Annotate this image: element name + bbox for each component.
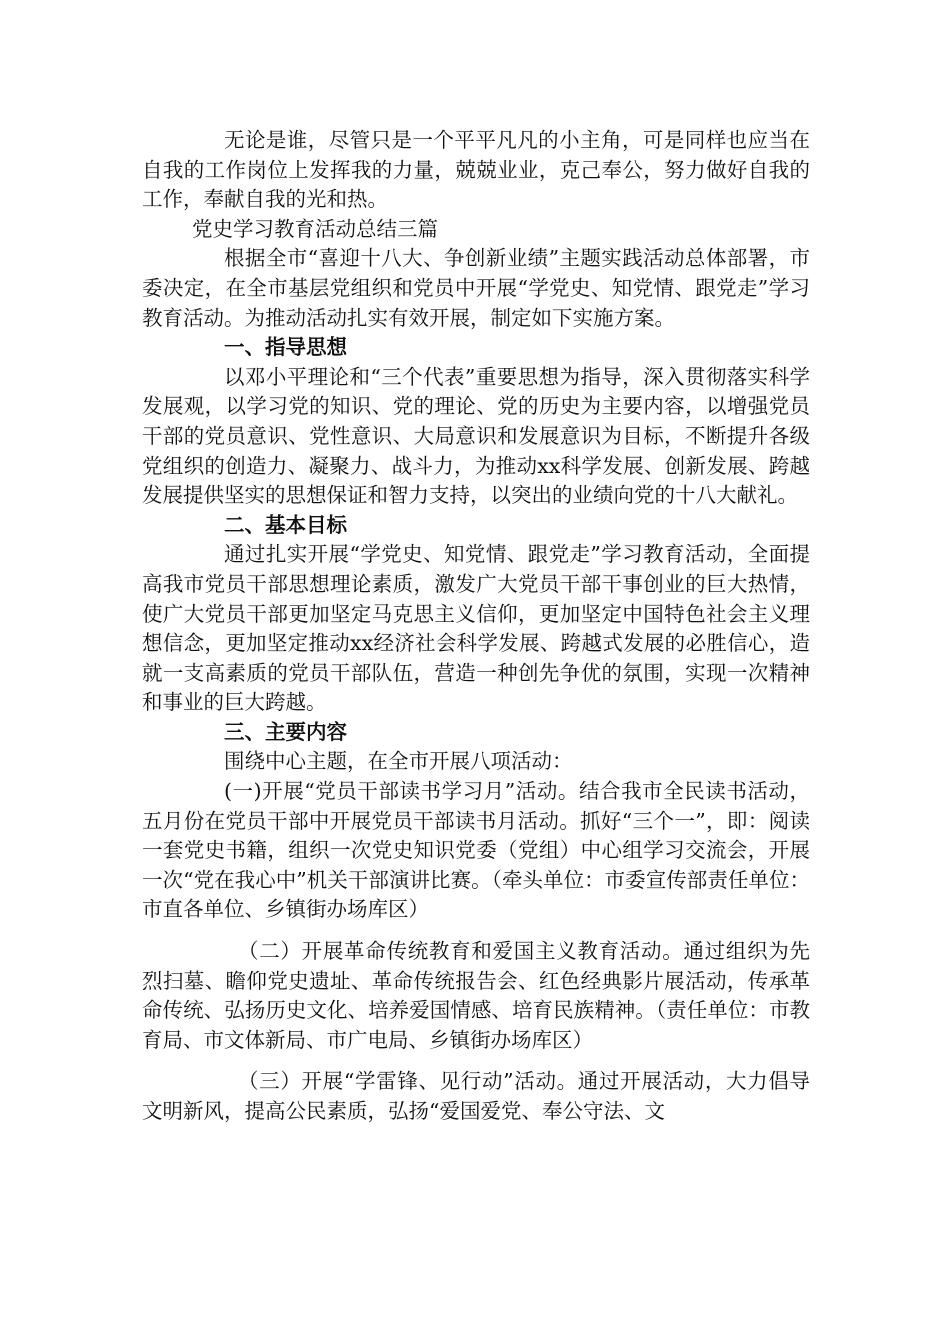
section-heading-main-content: 三、主要内容 (224, 719, 347, 744)
background-paragraph: 根据全市“喜迎十八大、争创新业绩”主题实践活动总体部署，市委决定，在全市基层党组织和党员中开展“学党史、知党情、跟党走”学习教育活动。为推动活动扎实有效开展，制定如下实施方案。 (142, 246, 810, 330)
main-content-intro: 围绕中心主题，在全市开展八项活动： (224, 749, 573, 774)
document-body (142, 126, 810, 1127)
document-title: 党史学习教育活动总结三篇 (192, 216, 438, 241)
section-heading-guiding-ideology: 一、指导思想 (224, 335, 347, 360)
guiding-ideology-paragraph: 以邓小平理论和“三个代表”重要思想为指导，深入贯彻落实科学发展观，以学习党的知识、党的理论、党的历史为主要内容，以增强党员干部的党员意识、党性意识、大局意识和发展意识为目标，不断提升各级党组织的创造力、凝聚力、战斗力，为推动xx科学发展、创新发展、跨越发展提供坚实的思想保证和智力支持，以突出的业绩向党的十八大献礼。 (142, 364, 810, 508)
activity-item-3: （三）开展“学雷锋、见行动”活动。通过开展活动，大力倡导文明新风，提高公民素质，弘扬“爱国爱党、奉公守法、文 (142, 1069, 810, 1123)
section-heading-basic-goals: 二、基本目标 (224, 512, 347, 537)
intro-paragraph: 无论是谁，尽管只是一个平平凡凡的小主角，可是同样也应当在自我的工作岗位上发挥我的力量，兢兢业业，克己奉公，努力做好自我的工作，奉献自我的光和热。 (142, 128, 810, 212)
activity-item-1: (一)开展“党员干部读书学习月”活动。结合我市全民读书活动，五月份在党员干部中开展党员干部读书月活动。抓好“三个一”，即：阅读一套党史书籍，组织一次党史知识党委（党组）中心组学习交流会，开展一次“党在我心中”机关干部演讲比赛。（牵头单位：市委宣传部责任单位：市直各单位、乡镇街办场库区） (142, 779, 810, 922)
activity-item-2: （二）开展革命传统教育和爱国主义教育活动。通过组织为先烈扫墓、瞻仰党史遗址、革命传统报告会、红色经典影片展活动，传承革命传统、弘扬历史文化、培养爱国情感、培育民族精神。（责任单位：市教育局、市文体新局、市广电局、乡镇街办场库区） (142, 939, 810, 1052)
basic-goals-paragraph: 通过扎实开展“学党史、知党情、跟党走”学习教育活动，全面提高我市党员干部思想理论素质，激发广大党员干部干事创业的巨大热情，使广大党员干部更加坚定马克思主义信仰，更加坚定中国特色社会主义理想信念，更加坚定推动xx经济社会科学发展、跨越式发展的必胜信心，造就一支高素质的党员干部队伍，营造一种创先争优的氛围，实现一次精神和事业的巨大跨越。 (142, 542, 810, 715)
